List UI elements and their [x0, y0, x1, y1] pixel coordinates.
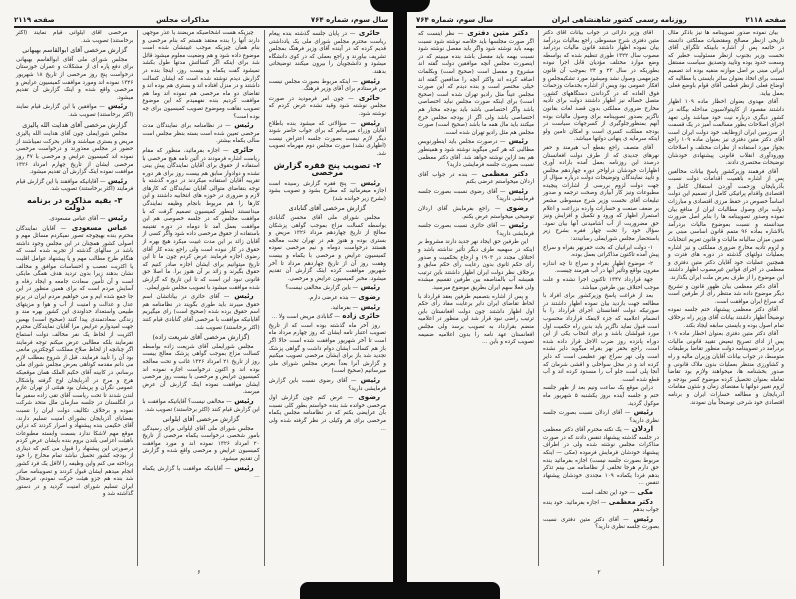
speech-paragraph — [418, 138, 534, 169]
speaker-name: رئیس — [356, 118, 380, 127]
body-paragraph: بیان نموده صدور تصویبنامه ها نیز باذکر مثال تاریخی ازنظر مصالح ومقتضیات مملکتی دانسته در خاتمه پس از اشاره بابینکه تلگراف آقای نخست وزیر بجنوب ازنظر مسئولیت خطیر که وسعت حدود بوده وتایید وتصدیق سیاست مستقل ایرانی مبنی بر اصل موازنه منفیه بوده اند تصمیم نسبت برای اتخاذ بعنوان سائر بایستی با مطالبه که اوضاع فعلی ازنظر قطعی آقای قوام باوضع فعلی بعمل بیاید. — [668, 30, 784, 97]
speech-text: — اینکه مربوط بصورت مجلس نیست من فرستادم برای آقای وزیر فرهنگ. — [268, 78, 386, 93]
body-paragraph: ۲- موضوع اظهار بقراه و سراج تا چه اندازه مقرون بواقع وتأثیر آنها در آب هیرمند چیست. — [543, 260, 659, 275]
speaker-name: حائری — [353, 93, 380, 102]
speech-text: — آقای دکتر متین دفتری نسبت بصورت جلسه نظری دارید؟ — [543, 516, 659, 531]
page-number: صفحه ۲۱۱۹ — [14, 16, 55, 24]
speech-text: — آقای رضوی نسبت باین گزارش فرمایشی دارید؟ — [268, 377, 386, 392]
speaker-name: رئیس — [356, 375, 380, 384]
book-gutter-shadow — [393, 0, 407, 599]
section-heading: ۲- تصویب پنج فقره گزارش مرخصی — [273, 160, 382, 178]
speaker-name: رضوی — [500, 204, 528, 213]
speech-text: — نظر اینست که اگر صورت مجلسها باید خلاصه نوشته شود نسبت بهمه باید نوشته شود واگر باید مفصل نوشته شود نسبت بهمه باید مفصل باشد بنده میبینم که در اینصورت مجلس آنچه موافقین دولت گفته اند مشروح و مفصل است (صحیح است) وبکلمات اضافه کرده اند واکثر آنچه را مدافعین گفته اند خیلی مختصر است و بنده دیدم که این صورت مجلس عیناً مثل رادیو تهران شده است (صحیح است) برای اینکه صورت مجلس نباید اختصاصی باشد واگر اختصاصی باشد باید بودجه مختار هم اختصاصی باشد ولی اگر از بودجه مجلس خرج میکنند باید مال همه ما باشد (صحیح است) صورت مجلس هم مثل رادیو تهران شده است. — [418, 31, 534, 136]
speaker-name: رئیس — [231, 396, 254, 405]
body-paragraph: آقای وزیر دارائی در جواب بیانات آقای دکتر متین دفتری شرح مبسوطی راجع بمالیات بردرآمد بیان نموده اظهار داشتند قانون مالیات بردرآمد مصوب سال ۱۳۲۲ طوری تنظیم شده که بواسطه وضع موارد مختلف مؤدیان قابل اجرا نبوده بطوریکه در سال ۲۳ و ۲۴ بموجب آن قانون چیزمهمی وصول نشد ومیشود مورد تشکیمجلس و افکار عمومی بود ویس از اشاره بخدمات وزحمات فوق العاده که در گرداندن دستگاههای کشور، متصل خصاله نیز اظهار داشتند دولت برای تأدیه مخارج ضروری مملکتی بدون قصد لغات بقانون ناگزیر بصدور تصویبنامه برای وصول مالیات بوده آنهم بمنظورجلوگیری از کسرجهات سیاست در بودجه مملکت کسری است و امکان تامین ولو اینکه سرمایه ی پنهانی دولتها میباشد. — [543, 30, 659, 143]
issue-number: سال سوم، شماره ۷۶۴ — [416, 16, 494, 24]
body-paragraph: این طرفین حق ایجاد نهر جدید دارند مشروط بر اینکه در سهمیه طرف دیگر تأثیر نداشته باشد و اختلاف مجدد در ۱۹۰۳ و ارجاع بحکمیت و صدور رأی حکم ثانوی بدون رعایت رأی حکم سابق و برخلاف نظر دولت ایران اظهار داشتند باین ترتیب همیشه آب بالمناصفه بین طرفین تقسیم میشده ولی فعلا سهم ایران بطریق موضوع میرسید. — [418, 239, 534, 291]
speaker-name: عباس مسعودی — [66, 223, 128, 232]
speaker-name: حائری — [228, 145, 254, 154]
speech-paragraph — [418, 171, 534, 187]
speech-text: — چون امر فرمودید در صورت مجلس نوشته شود وقید نشده عرض کردم که نوشته شود. — [268, 95, 386, 117]
body-paragraph: مجلس شورای ملی آقای ایلوانی برای رسیدگی بامور شخصی درخواست یکماه مرخصی از تاریخ ۲۰ امرداد ۱۳۲۶ نموده اند و مورد موافقت کمیسیون عرایض و مرخصی واقع شده و گزارش آن تقدیم میشود. — [142, 425, 260, 463]
speech-text: — عرض کنم چون گزارش اول مرخصی خوانده شد بنده خواستم بطور کلی نسبت بآن عرایضی بکنم که در نظامنامه مجلس یکماه مرخصی برای هر وکیلی در نظر گرفته شده ولی … — [268, 395, 386, 432]
speech-text: — آقای حائری نسبت بصورت جلسه فرمایشی دارید؟ — [418, 223, 534, 237]
text-column — [138, 30, 264, 566]
left-page-header — [14, 14, 388, 26]
speech-text: — باین گزارش مخالفی نیست؟ — [285, 285, 359, 292]
speaker-name: رئیس — [105, 214, 128, 223]
speaker-name: رئیس — [105, 176, 128, 185]
speech-text: — یک نکته محترم آقای دکتر معظمی در جلسه گذشته پیشنهاد تنفس دادند که در صورت مذاکرات مجلس نوشته شده ولی در اطراف پیشنهاد خودشان فرمایش فرموده (مکی — اینکه مربوط بصورت جلسه نیست) اجازه بفرمائید بنده حق دارم هرجا تخلفی از نظامنامه می بینم تذکر بدهم فردا یکماده ۱۰۹ مجددی خودشان پیشنهاد تنفس … — [543, 427, 660, 487]
body-paragraph: آقای دکتر متین دفتری بعنوان اخطار ماده ۱۰۹ پس از ادای تصریح تبعیض تقیید قانونی مالیات بردرآمد در تصویبنامه دولت منظور تقاضا برطبقات متوسط، در جواب بیانات آقایان وزیران مالیه و راه و کشاورزی منتظر بعملیات بدون ملاک قانونی و صدور بخشنامه ها، میخواهند ولازم بود تقاضا تعامله بعنوان تحصیل کرده موضوع کسر بودجه و لزوم تغییر دولتها یا مقتضای زمان و شئون مقامات آذربایجان و مطالعه خسارات ایران و برنامه اقتصادی خود شرحی توضیحاً بیان نمودند. — [668, 331, 784, 406]
speaker-name: دکتر معظمی — [606, 497, 653, 506]
speech-paragraph — [142, 293, 259, 332]
body-paragraph: روز آخر ماه گذشته بوده است که از تاریخ تصویب اعتبار نامه ایشان که روز چهارم مرداد ماه است تا آخر شهریور موافقت شده است حالا اگر باز هم کسالت ایشان دوام داشت و گواهی پزشک تجدید شد باز برای ایشان مرخصی تصویب میکنیم و گزارش آنرا بعداً بعرض مجلس شورای ملی میرسانیم (صحیح است) — [268, 322, 386, 375]
speech-paragraph — [269, 394, 386, 433]
section-heading: گزارش مرخصی آقای گنابادی — [288, 204, 367, 213]
speech-text: — موافقین با این گزارش قیام نمایند (اکثر برخاستند) تصویب شد. — [16, 104, 134, 118]
speaker-name: رضوی — [353, 393, 380, 402]
speech-paragraph — [418, 222, 534, 238]
speech-paragraph — [142, 465, 259, 481]
speech-paragraph — [543, 409, 659, 425]
section-title: مذاکرات مجلس — [156, 16, 210, 24]
speaker-name: رئیس — [229, 292, 254, 301]
body-paragraph: آقای مهدوی بعنوان اخطار ماده ۱۰۹ اظهار داشتند مقصود از کاپیتولاسیون مداخله بیگانه در کشور دیگری درباره نیت خود میباشد ولی تعهد اجرای اصلاحات بطور مسالمت آمیز در یک قسمت از سرزمین ایران ازوظایف خود دولت ایران است آقای دکتر متین دفتری نیز بعنوان ماده ۱۰۹ راجع بجواز مورد استفاده از نظرات مختلف و اصلاحات وورودآوری انقلاب قانونی پیشنهادی خودشان توضیحات مختصری دادند. — [668, 99, 784, 167]
speech-text: — سؤالاتی که میشود بنده باطلاع آقایان وزراء میرسانم که برای جواب حاضر شوند دیگر لازم نیست بصورت جلسه اعتراض نیست (اظهاری نشد) صورت مجلس دوم مهرماه تصویب شد. — [268, 120, 386, 157]
speaker-name: رئیس — [355, 178, 380, 187]
section-heading: گزارش مرخصی آقای ایلوانی — [162, 415, 240, 424]
speech-text: — بفرمائید. — [330, 304, 359, 311]
speaker-name: دکتر معظمی — [477, 169, 528, 178]
body-paragraph: مرخصی آقای ایلوانی قیام نمایند (اکثر برخاستند) تصویب شد. — [16, 30, 134, 44]
speech-paragraph — [543, 499, 659, 515]
header-rule — [14, 26, 388, 28]
speaker-name: اردلان — [629, 425, 653, 434]
right-page — [402, 0, 796, 580]
right-page-columns — [414, 30, 788, 566]
text-column — [664, 30, 788, 566]
speech-paragraph — [418, 188, 534, 204]
speech-text: — پنج فقره گزارش رسیده است اجازه میفرمائید که مطرح بشود و تصویب بشود (بشرح زیر خوانده شد) — [268, 180, 386, 202]
body-paragraph: چیزیکه هست اشخاصیکه مریضند یا عذر موجهی دارند آنها را بنده معتقد هستم که بنام مرخصی و بنام همان چیزیکه موجب غیبتشان شده است موضوع داده شود و هم وضعیت معلوم میشود قائل شد برای اینکه اگر کسالتش مدتها طول بکشد نمیشود گفت یکماه و بیست روز، اینجا بنده در گزارش دیدم نوشته شده است که ایشان کسالت داشتند و در منزل افتاده اند و بستری هم بوده اند و تقاضای دو ماه مرخصی هم نموده اند وما هم موافقت کردیم بنده نفهمیدم که این موضوع تصویب نقاهت وموضوع تصویب کمیسیون برای چه بوده است؟ — [142, 30, 260, 120]
issue-number: سال سوم، شماره ۷۶۴ — [310, 16, 388, 24]
speech-text: — بنده در جواب آقای اردلان میخواستم عرضی بکنم — [418, 171, 534, 186]
speech-text: — آقای اردلان نسبت بصورت جلسه نظری دارید؟ — [543, 410, 659, 424]
page-footer-mark: ۶ — [197, 569, 201, 576]
speaker-name: رئیس — [230, 121, 254, 130]
body-paragraph: آقای دکتر معظمی بیان ظهور قانون و تشریح دیگر موضوع داده شد منتظر رأی از طرفین است که سراغ ایران موافقت است. — [668, 283, 784, 305]
body-paragraph: ۱- دولت ایرانیان که بحث حفرنهر بقراه و سراج پیش آمده تاکنون مذاکراتی بعمل بوده. — [543, 244, 659, 259]
speech-text: — آقایانیکه موافقت با گزارش یکماه … — [142, 465, 260, 480]
text-column — [414, 30, 539, 566]
speech-text: — اجازه بفرمائید. خود بنده جواب بدهم — [543, 499, 659, 514]
speech-text: — درصورت مجلس باید اینطورنویس مطالبی که هر کس میگوید نوشته شود و همینطور هم بعد ازاین نوشته خواهد شد. آقای دکتر معظمی نسبت بصورت جلسه فرمایشی دارید؟ — [418, 139, 534, 169]
header-rule — [416, 26, 786, 28]
gutter-bottom-shadow — [300, 582, 500, 599]
page-footer-mark: ۲ — [597, 569, 601, 576]
speaker-name: حائری — [355, 30, 380, 37]
body-paragraph: آقای دکتر معظمی پیشنهاد ختم جلسه نموده توضیحاً اظهار داشتند بیانات آقای وزیر راه برخلاف تمام اصول بوده و بایستی سابقه ایجاد بکند. — [668, 307, 784, 329]
speech-paragraph — [269, 120, 386, 159]
speaker-name: رئیس — [358, 283, 380, 292]
speaker-name: رئیس — [230, 463, 254, 472]
speaker-name: مکی — [635, 488, 653, 497]
speech-paragraph — [269, 294, 386, 303]
speech-paragraph — [418, 30, 534, 137]
speech-paragraph — [269, 284, 386, 293]
body-paragraph: مجلس شورای ملی آقای محسن گنابادی بواسطه کسالت مزاج بموجب گواهی پزشکان معالج از تاریخ چهاردهم مرداد ۱۳۲۶ مریض و بستری بوده و هنوز هم در تهران تحت معالجه هستند درخواست دوماه و نیم مرخصی نموده کمیسیون عرایض و مرخصی با یکماه و بیست وهفت روز آن از تاریخ چهاردهم مرداد تا آخر شهریور موافقت کرده اینک گزارش آن تقدیم میشود. مخبر کمیسیون عرایض و مرخصی. — [268, 215, 387, 282]
body-paragraph: دراین موقع یک ساعت ونیم بعد از ظهر جلسه ختم و جلسه آینده بروز یکشنبه ۵ شهریور ماه موکول گردید. — [543, 385, 660, 407]
speech-paragraph — [16, 103, 133, 119]
speaker-name: رئیس — [505, 137, 528, 146]
speaker-name: رئیس — [628, 514, 653, 523]
speech-text: — راجع بفرمایش آقای اردلان توضیحی میخواستم عرض بکنم. — [418, 206, 534, 220]
body-paragraph: مجلس شورایملی چون آقای هدایت الله پالیزی مریض و بستری میباشند و قادر بحرکت نمیباشند از حضور در مجلس معذورند و درخواست مرخصی نموده اند کمیسیون عرایض و مرخصی با ۴۷ روز مرخصی ایشان از تاریخ چهارم امرداد ۱۳۲۶ موافقت نموده اینک گزارش آن تقدیم میشود. — [16, 131, 134, 176]
speech-text: — آقای عباس مسعودی. — [48, 216, 106, 223]
section-heading: ۳- بقیه مذاکره در برنامه دولت — [26, 195, 123, 213]
speech-text: — در نظامنامه برای نمایندگان مدت مرخصی تعیین شده است بسته بنظر مجلس است سالی یکماه بیشتر. — [142, 123, 260, 145]
left-page-columns — [12, 30, 390, 566]
body-paragraph: بعد از فراغت پاسخ وزیرکشور برای افراد با مطالعه جهت بازدید بیان نموده اظهار داشتند در صورتیکه دولت افغانستان اجرای قرارداد را با انضمام اعلامیه که جزء لاینفک قرارداد محسوب است قبول نماید ناگزیر باید بدین راه حکمیت اول مورد قبولشان باشد و برای انتخاب یکی از این دوراه پانزده روز ضرب الاجل قرار داده شده است، راجع بحفر نهر بقراه میگوید دایر نشده است ولی نهر سراج نهر عظیمی است که دایر کرده اند و در محل سواحلی و اقشی شرمان که آنجا پلی است جلو آب را مسدود کرده اند و آب قطع شده است. — [543, 293, 659, 383]
text-column — [12, 30, 138, 566]
left-page — [0, 0, 398, 580]
speech-paragraph — [269, 313, 386, 322]
speaker-name: رئیس — [104, 102, 128, 111]
speech-paragraph — [269, 95, 386, 119]
speech-paragraph — [269, 30, 386, 77]
speaker-name: رضوی — [355, 293, 380, 301]
text-column — [265, 30, 390, 566]
body-paragraph: و پس از اشاره بتصمیم طرفین بعقد قرارداد با لحاظ تقاضای ایران دایر برعایت مفاد رأی حکم اول اظهار داشتند چون دولت افغانستان باین ترتیب راضی نبود قرار شد این منظور در اعلامیه منضم بقرارداد به تصویب برسد ولی مجلس افغانستان عهد نامه را بدون اعلامیه ضمیمه تصویب کرده و باین … — [418, 293, 534, 346]
speaker-name: رئیس — [630, 408, 653, 417]
text-column — [539, 30, 664, 566]
speech-text: — بنده عرضی دارم. — [308, 295, 356, 301]
speech-text: — آقای رضوی نسبت بصورت جلسه فرمایشی دارید؟ — [418, 188, 534, 203]
speech-paragraph — [16, 225, 133, 499]
speech-paragraph — [269, 180, 386, 204]
body-paragraph: آقای متصف راجع بقطع آب هیرمند و حفر نهرهای جدیدی که از طرف دولت افغانستان درصدد این روزنامه بعمل آمده باراده آوری اظهارات خودشان دراواخر دوره چهاردهم مجلس و تأیید نمایندگان وتوضیحات دولت درباره سؤال از جهت دولت لزوم بررسی از اشارات پیچیده مطبوعات ونیز کار آبیاری وصحت ترجمه و صدور تبلیغات آقای نخست وزیر شرح مبسوطی مشعر بر ضعف صنعت و خسارات وارده بزراعت و اعلام استمرار اظهار که ورود و تکمیل و افزایش ونیز حق مضروریت از آب آشامیدنی آنها بیان نمود. سؤال خود را تحت چهار فقره بشرح زیر باستحضار مجلس شورایملی رسانیدند: — [543, 144, 659, 243]
speech-paragraph — [142, 147, 259, 292]
speaker-name: رئیس — [505, 186, 528, 195]
speech-paragraph — [269, 377, 386, 393]
speech-paragraph — [418, 205, 534, 221]
speech-text: — مخالفی نیست؟ آقایانیکه موافقت با این گزارش قیام کنند (اکثر برخاستند) تصویب شد. — [142, 398, 260, 413]
page-number: صفحه ۲۱۱۸ — [745, 16, 786, 24]
speaker-name: دکتر متین دفتری — [463, 30, 529, 37]
speech-text: — آقای حائری در بیاناتشان اسم حقوق میبرند باید طوری بگویند در نظامنامه هم اسم حقوق برده شده (صحیح است) رای میگیریم آقایانیکه موافقت با مرخصی آقای گنابادی قیام کنند (اکثر برخاستند) تصویب شد. — [142, 294, 260, 331]
body-paragraph: مجلس شورایملی آقای شریعت زاده بواسطه کسالت مزاج بموجب گواهی پزشک معالج بیست روز از تاریخ ۲۱ امرداد ۱۳۲۶ غائب و تحت معالجه بوده اند و اکنون درخواست اجازه نموده اند کمیسیون عرایض و مرخصی با بیست روز مرخصی ایشان موافقت نموده اینک گزارش آن عرض میرسد. — [142, 343, 260, 396]
body-paragraph: آقای فرهمند وزیرکشور پاسخ بیانات مخالفین پس از اشاره باهمیت اقدامات دولت نسبت بآذربایجان وزحمت آوردن استقلال کامل و اقتصادی واقدام پراتیکی کامل از تصمیم این دولت اساساً خصوص در حفظ مرزی اقتصادی و مبارزات دولت برای وصول مطالبات ایران از منافع بیان نموده وصدور تصویبنامه ها را بنابر اصل ضرورت میدانسته و نسبت بموضوع مالیات بردرآمد بالاشاره بماده ۹۶ متمم قانون اساسی مبنی بر تعیین میزان سالیانه مالیات و قانون تعریم انتخابات و لزوم تأدیه مخارج ضروری مملکتی و نیز اشاره بعملیات دولتهای گذشته در دوره های فترت و همچنین عملیات خود آقایان دکتر متین دفتری و معظمی در اجرای قوانین غیرمصوب اظهار داشتند این موضوع را از طرف بعرض ملت ایران بگذارند. — [668, 168, 785, 281]
speech-paragraph — [543, 489, 659, 498]
speech-text: — آقایان نمایندگان محترم بنده بهیچوجه تصور نمیکردم مسائل مهم و اصولی کشور همچنان در این مجلس وجود داشته باشد در سالهای گذشته از تجربه شده است که هنگام طرح مطالب مهم و یا پیشنهاد عوامل اقلیت یا اکثریت تعصب و احساسات موافق و مخالف نشان بدهند زیرا بدون تردید هدف همگی مایکی است و آن تأمین سعادت جامعه و ایجاد رفاه و آسایش مردم است که برای همین منظور در این جا جمع شده ایم و می خواهیم مردم ایران در پرتو عدل و عدالت و امنیت از آب و هوا و مزیتهای طبیعی واستعداد خداوندی این کشور بهره مند و زندگی سعادتمندی پیدا کنند (صحیح است) بهمین جهت امیدوارم عرایض مرا آقایان نمایندگان محترم اکثریت از لحاظ یک نفر مخالف دولت استماع نفرمایند بلکه مطالبی عرض میکنم توجه فرمایند اگر چنانچه از لحاظ صلاح مملکت کوچکترین مانعی بود آن را تأیید فرمایند. قبل از شروع بمطلب لازم می دانم مقدمه کوتاهی بعرض مجلس شورای ملی برسانم، در کابینه آقای حکیم الملک همان موقعیکه هرج و مرج در آذربایجان اوج گرفته واشکال عمومی نگران و پریشان بود هیئتی از تهران عازم لندن شدند تا تحت ریاست آقای تقی زاده سفیر ما در انگلستان در جلسه سازمان ملل متحد شرکت نموده و برخلاف تکالیف دولت ایران را نسبت بقضایای آذربایجان بشورای امنیت تسلیم دارند، آقای حکیمی بنده پیشنهاد و اصرار کردند که دراین موقع مهم لاشکا ندارد بسمت وابسته مطبوعات باهیئت اعزامی بلندن بروم بنده بایشان عرض کردم درصورتی این پیشنهاد را قبول می کنم که دیناری از بودجه کشور تحمیل نباشد تمام مخارج را خود پرداخته می کنم واین وظیفه را لااقل یک فرد کشور انجام میدهم ایشان قبول کردند و تصویبنامه صادر شد بنده هم جزو هیئت حرکت نمودم، عرضحال ایران تسلیم شورای امنیت گردید و در دستور گذاشته شد و — [16, 225, 134, 498]
speech-paragraph — [142, 398, 259, 414]
speech-paragraph — [16, 178, 133, 194]
speech-paragraph — [142, 122, 259, 146]
speaker-name: رئیس — [505, 221, 528, 230]
body-paragraph: مجلس شورای ملی آقای ابوالقاسم بهبهانی برای دفع پاره ای از مشکلات و عمران خوزستان درخواست پنج روز مرخصی از تاریخ ۱۸ شهریور ۱۳۲۶ نموده اند ومورد موافقت کمیسیون عرایض و مرخصی واقع شده و اینک گزارش آن تقدیم میشود. — [16, 56, 134, 101]
body-paragraph: جهة قرارداد ۱۳۴۷ تاکنون اجرا نشده و علت موجب اختلاف بین طرفین میباشد. — [543, 277, 659, 291]
speech-paragraph — [16, 215, 133, 224]
speaker-name: رئیس — [357, 76, 380, 85]
right-page-header — [416, 14, 786, 26]
section-heading: (گزارش مرخصی آقای شریعت زاده) — [152, 333, 250, 342]
speech-text: — اجازه بفرمائید، منظور که مقام ریاست اشاره فرمودند در آئین نامه هیچ مرخصی با استفاده از حقوق برای آقایان نمایندگان پیش بینی نشده و دوادوار سابق هم بیست روز برای هر دوره تقریبه آقایان استفاده میکردند در دوره گذشته با توجه بتقاضای متوالی آقایان نمایندگان که کارهای لازم و ضروری در حوزه های انتخابیه داشتند و این کارها را هم مربوط بانجام وظیفه نمایندگی میدانستند اینطور کمیسیون تصمیم گرفت که با موافقت مجلس که در جلسه خصوصی هم این موافقت بعمل آمد تا دوماه در دوره تقنینیه باستفاده از حقوق مرخصی داده شود واگر کسی از آقایان زائد بر این مدت غیبت میکرد هیچ بهره از حقوق در کار نبوده است ولی راجع بنده کار آقای رضوی اجازه فرمایند عرض کردم چون ما تا این تاریخ میتوانیم برای ایشان اجازه صادر کنیم که حقوق بگیرند و زائد بر آن هنوز برا. ما اصلا حق قانونی نبود این است که تا این تاریخ که گزارش شده موافقت میشود با تصویب مجلس شورایملی. — [142, 147, 260, 291]
section-heading: گزارش مرخصی آقای هدایت الله پالیزی — [22, 120, 128, 129]
speech-text: — در پایان جلسه گذشته بنده پیغام ریاست محترم مجلس شورای ملی یک یادداشتی قدیم کرده که در آینده آقای وزیر فرهنگ بمجلس تشریف بیاورند و راجع بعملی که در کوی دانشگاه میشود و دانشجویان را بیرون میکنند توضیحاتی بدهند. — [268, 31, 386, 75]
speech-paragraph — [543, 516, 659, 532]
speaker-name: رئیس — [358, 302, 380, 311]
publication-title: روزنامه رسمی کشور شاهنشاهی ایران — [551, 16, 687, 24]
section-heading: گزارش مرخصی آقای ابوالقاسم بهبهانی — [22, 46, 128, 55]
speech-paragraph — [269, 304, 386, 313]
speech-text: — آقایانیکه موافقند با این گزارش قیام فرمایند (اکثر برخاستند) تصویب شد. — [16, 178, 134, 193]
gutter-top-shadow — [370, 0, 430, 12]
speaker-name: حائری زاده — [339, 312, 380, 321]
speech-text: — گنابادی مریض است ولا … — [271, 314, 340, 321]
speech-text: — خود این تخلف است — [581, 490, 636, 497]
speech-paragraph — [269, 78, 386, 94]
speech-paragraph — [543, 426, 659, 488]
